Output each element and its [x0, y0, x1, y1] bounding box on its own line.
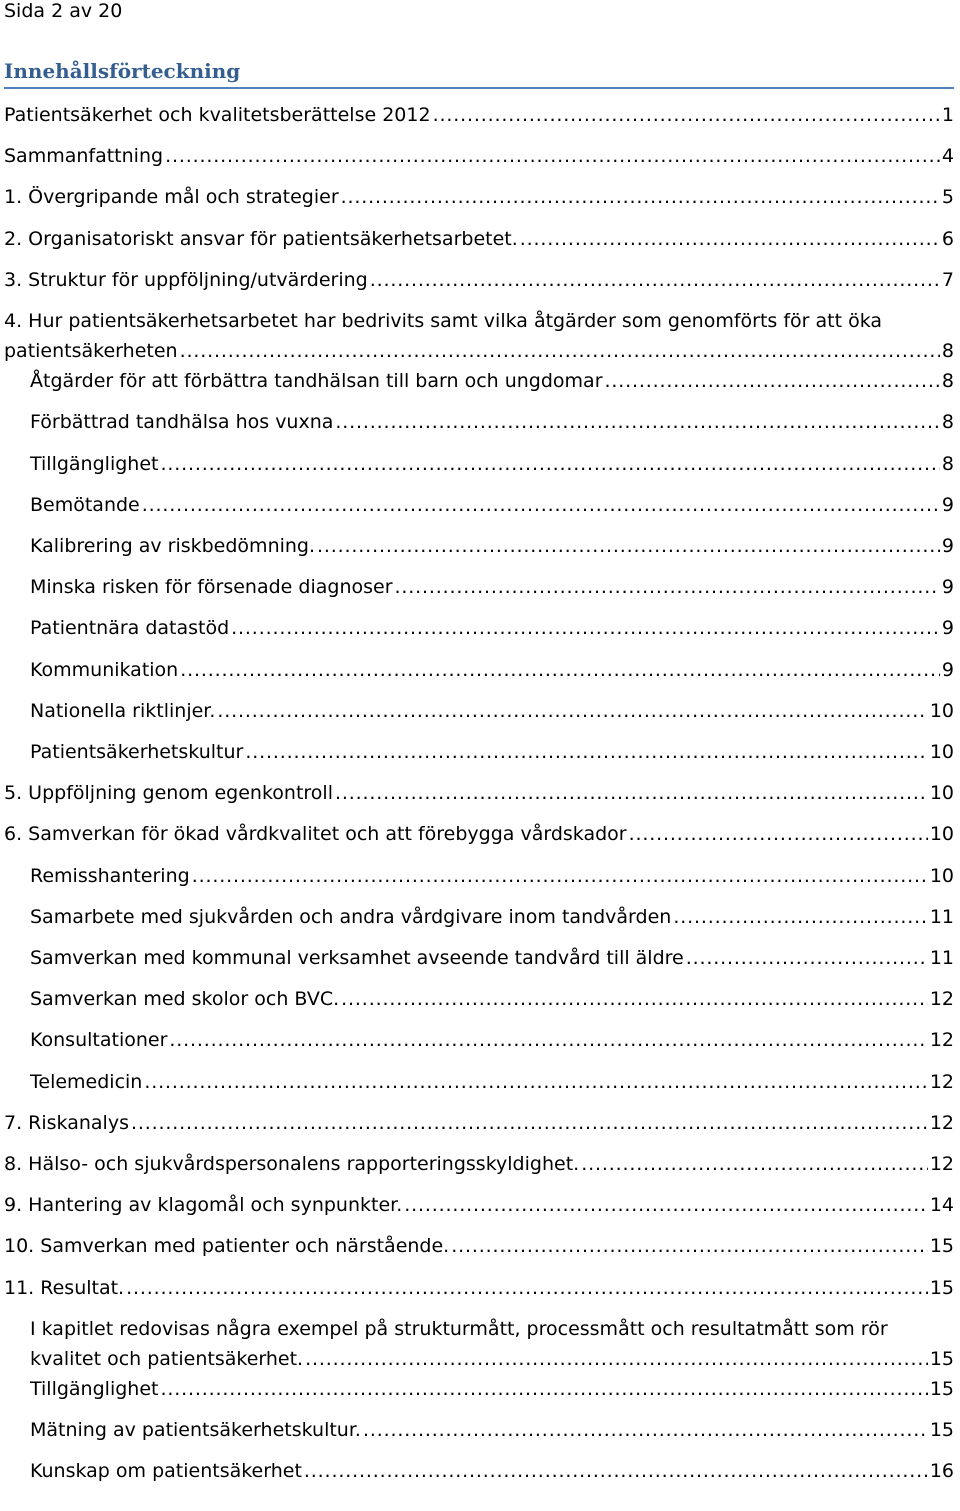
toc-page-number: 5: [941, 186, 954, 208]
toc-page-number: 12: [929, 988, 954, 1010]
toc-entry-text: 11. Resultat.: [4, 1277, 125, 1299]
toc-entry[interactable]: [30, 1025, 954, 1055]
toc-page-number: 10: [929, 700, 954, 722]
toc-entry[interactable]: [4, 819, 954, 849]
dot-leader: [520, 224, 940, 254]
toc-page-number: 9: [941, 659, 954, 681]
dot-leader: [180, 336, 940, 366]
dot-leader: [180, 655, 940, 685]
dot-leader: [605, 366, 940, 396]
dot-leader: [363, 1415, 928, 1445]
toc-entry[interactable]: [4, 1108, 954, 1138]
toc-entry[interactable]: [4, 224, 954, 254]
toc-entry-text: Nationella riktlinjer.: [30, 700, 216, 722]
toc-entry[interactable]: [30, 655, 954, 685]
toc-page-number: 4: [941, 145, 954, 167]
toc-entry[interactable]: [30, 861, 954, 891]
toc-entry-text: Patientsäkerhet och kvalitetsberättelse 2012: [4, 104, 431, 126]
toc-entry[interactable]: [4, 1149, 954, 1179]
toc-entry[interactable]: [30, 1314, 954, 1374]
toc-entry[interactable]: [30, 613, 954, 643]
toc-entry-text: 7. Riskanalys: [4, 1112, 129, 1134]
dot-leader: [335, 778, 928, 808]
dot-leader: [335, 407, 940, 437]
toc-entry[interactable]: [30, 490, 954, 520]
toc-entry-text: Telemedicin: [30, 1071, 143, 1093]
toc-page-number: 11: [929, 906, 954, 928]
dot-leader: [673, 902, 927, 932]
page-number-header: Sida 2 av 20: [4, 0, 123, 22]
toc-entry-text-wrapped: I kapitlet redovisas några exempel på strukturmått, processmått och resultatmått som rör: [30, 1318, 888, 1340]
toc-page-number: 9: [941, 576, 954, 598]
dot-leader: [370, 265, 940, 295]
dot-leader: [433, 100, 940, 130]
toc-entry[interactable]: [30, 1456, 954, 1486]
toc-entry[interactable]: [4, 778, 954, 808]
toc-page-number: 10: [929, 823, 954, 845]
dot-leader: [305, 1344, 928, 1374]
dot-leader: [131, 1108, 928, 1138]
toc-page-number: 15: [929, 1378, 954, 1400]
toc-entry-text: 3. Struktur för uppföljning/utvärdering: [4, 269, 368, 291]
toc-page-number: 15: [929, 1348, 954, 1370]
toc-page-number: 8: [941, 411, 954, 433]
toc-page-number: 8: [941, 370, 954, 392]
toc-entry[interactable]: [4, 1273, 954, 1303]
toc-page-number: 9: [941, 494, 954, 516]
toc-entry-text: Remisshantering: [30, 865, 190, 887]
toc-entry-text: Åtgärder för att förbättra tandhälsan till barn och ungdomar: [30, 370, 603, 392]
toc-page-number: 16: [929, 1460, 954, 1482]
toc-entry[interactable]: [30, 902, 954, 932]
toc-entry[interactable]: [4, 306, 954, 366]
dot-leader: [231, 613, 940, 643]
toc-entry-text: Samverkan med kommunal verksamhet avseende tandvård till äldre: [30, 947, 684, 969]
dot-leader: [245, 737, 927, 767]
dot-leader: [404, 1190, 928, 1220]
toc-page-number: 10: [929, 741, 954, 763]
toc-entry[interactable]: [4, 1190, 954, 1220]
toc-entry-text: patientsäkerheten: [4, 340, 178, 362]
toc-entry-text: 1. Övergripande mål och strategier: [4, 186, 339, 208]
dot-leader: [317, 531, 940, 561]
toc-entry-text: Patientsäkerhetskultur: [30, 741, 244, 763]
toc-entry[interactable]: [30, 572, 954, 602]
toc-entry[interactable]: [30, 531, 954, 561]
toc-entry-text: Tillgänglighet: [30, 453, 159, 475]
dot-leader: [451, 1231, 928, 1261]
toc-page-number: 15: [929, 1235, 954, 1257]
toc-page-number: 10: [929, 782, 954, 804]
dot-leader: [341, 984, 928, 1014]
toc-page-number: 15: [929, 1419, 954, 1441]
toc-page-number: 14: [929, 1194, 954, 1216]
toc-entry[interactable]: [30, 449, 954, 479]
dot-leader: [169, 1025, 927, 1055]
toc-entry-text: 9. Hantering av klagomål och synpunkter.: [4, 1194, 403, 1216]
toc-entry[interactable]: [30, 984, 954, 1014]
dot-leader: [686, 943, 928, 973]
toc-entry-text: Kalibrering av riskbedömning.: [30, 535, 316, 557]
toc-entry-text: Samverkan med skolor och BVC.: [30, 988, 340, 1010]
toc-entry[interactable]: [30, 1415, 954, 1445]
toc-entry-text: Förbättrad tandhälsa hos vuxna: [30, 411, 334, 433]
toc-entry-text: 2. Organisatoriskt ansvar för patientsäkerhetsarbetet.: [4, 228, 518, 250]
dot-leader: [217, 696, 927, 726]
toc-entry-text: Bemötande: [30, 494, 140, 516]
toc-page-number: 15: [929, 1277, 954, 1299]
dot-leader: [126, 1273, 928, 1303]
toc-entry-text-wrapped: 4. Hur patientsäkerhetsarbetet har bedrivits samt vilka åtgärder som genomförts för att öka: [4, 310, 883, 332]
toc-entry[interactable]: [30, 407, 954, 437]
toc-entry[interactable]: [4, 1231, 954, 1261]
toc-entry-text: Patientnära datastöd: [30, 617, 230, 639]
toc-entry[interactable]: [30, 1374, 954, 1404]
toc-entry-text: 8. Hälso- och sjukvårdspersonalens rapporteringsskyldighet.: [4, 1153, 580, 1175]
toc-page-number: 11: [929, 947, 954, 969]
toc-entry-text: 5. Uppföljning genom egenkontroll: [4, 782, 333, 804]
toc-title: Innehållsförteckning: [4, 56, 954, 89]
toc-entry-text: Mätning av patientsäkerhetskultur.: [30, 1419, 361, 1441]
toc-entry-text: 6. Samverkan för ökad vårdkvalitet och att förebygga vårdskador: [4, 823, 627, 845]
toc-entry-text: Samarbete med sjukvården och andra vårdgivare inom tandvården: [30, 906, 672, 928]
toc-page-number: 8: [941, 453, 954, 475]
toc-entry[interactable]: [30, 737, 954, 767]
dot-leader: [165, 141, 940, 171]
toc-page-number: 8: [941, 340, 954, 362]
toc-entry-text: 10. Samverkan med patienter och närstående.: [4, 1235, 450, 1257]
dot-leader: [160, 1374, 927, 1404]
toc-entry[interactable]: [4, 265, 954, 295]
dot-leader: [160, 449, 939, 479]
toc-entry-text: Sammanfattning: [4, 145, 164, 167]
toc-page-number: 9: [941, 535, 954, 557]
toc-page-number: 12: [929, 1071, 954, 1093]
dot-leader: [395, 572, 940, 602]
toc-page-number: 12: [929, 1112, 954, 1134]
dot-leader: [144, 1067, 927, 1097]
dot-leader: [304, 1456, 928, 1486]
toc-entry[interactable]: [30, 366, 954, 396]
toc-entry-text: Minska risken för försenade diagnoser: [30, 576, 393, 598]
toc-page-number: 6: [941, 228, 954, 250]
dot-leader: [192, 861, 928, 891]
toc-page-number: 12: [929, 1029, 954, 1051]
toc-page-number: 12: [929, 1153, 954, 1175]
toc-entry[interactable]: [4, 100, 954, 130]
toc-entry-text: Kunskap om patientsäkerhet: [30, 1460, 302, 1482]
dot-leader: [142, 490, 940, 520]
toc-entry[interactable]: [30, 1067, 954, 1097]
toc-page-number: 10: [929, 865, 954, 887]
toc-entry[interactable]: [4, 141, 954, 171]
dot-leader: [629, 819, 928, 849]
dot-leader: [341, 182, 940, 212]
toc-entry-text: kvalitet och patientsäkerhet.: [30, 1348, 304, 1370]
toc-page-number: 9: [941, 617, 954, 639]
toc-entry-text: Tillgänglighet: [30, 1378, 159, 1400]
toc-entry[interactable]: [30, 943, 954, 973]
toc-entry[interactable]: [30, 696, 954, 726]
toc-entry[interactable]: [4, 182, 954, 212]
toc-entry-text: Kommunikation: [30, 659, 179, 681]
toc-page-number: 7: [941, 269, 954, 291]
toc-page-number: 1: [941, 104, 954, 126]
dot-leader: [581, 1149, 928, 1179]
toc-entry-text: Konsultationer: [30, 1029, 168, 1051]
